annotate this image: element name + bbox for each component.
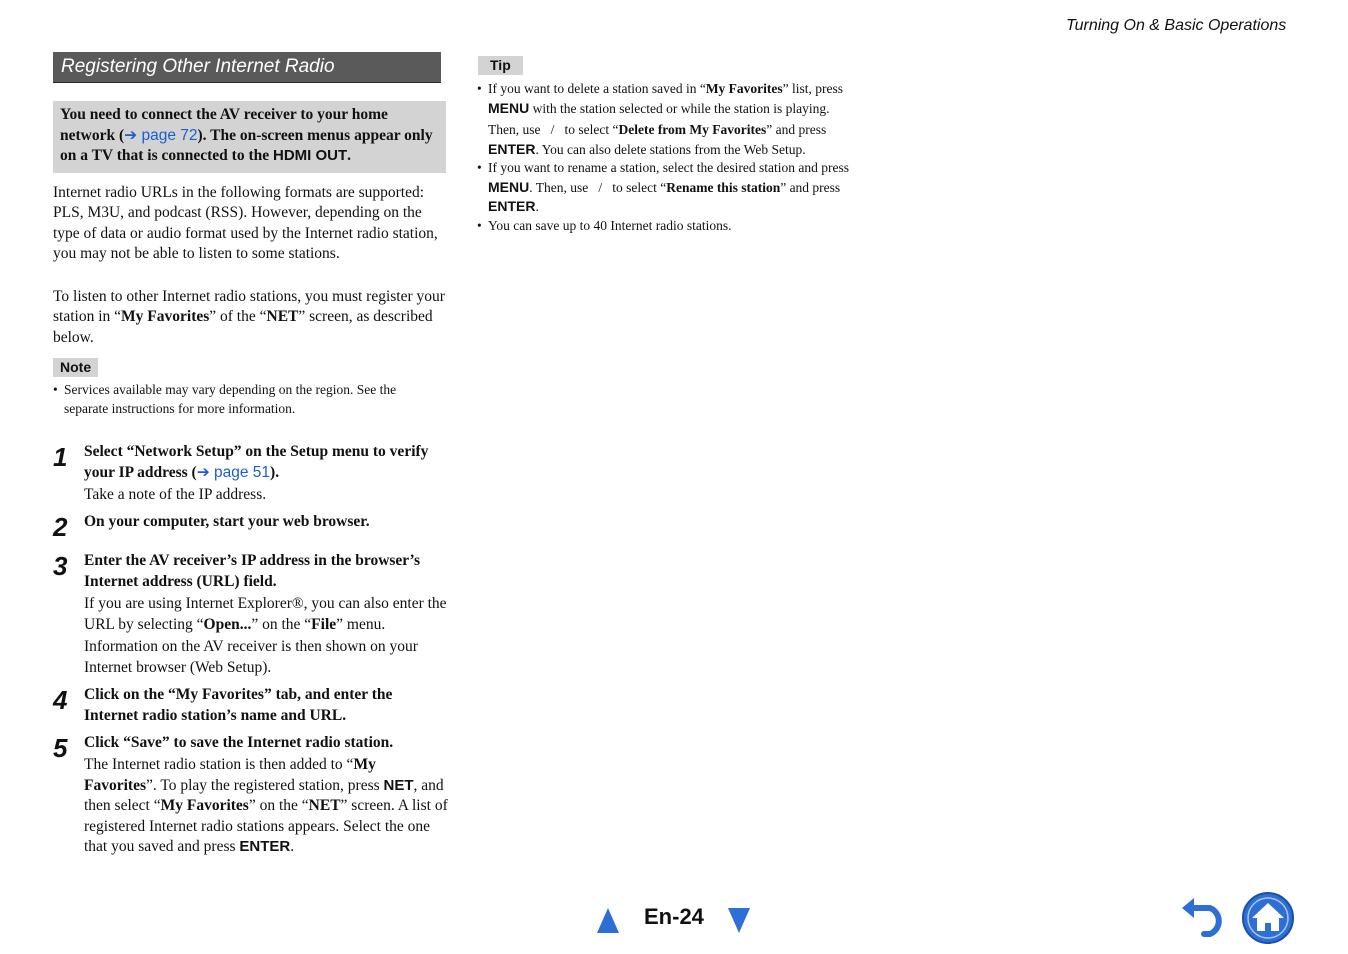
- tip-1-j: . You can also delete stations from the Web Setup.: [535, 141, 806, 157]
- step-5-net-button: NET: [383, 776, 414, 794]
- note-bullet: • Services available may vary depending on the region. See the separate instructions for more information.: [53, 381, 438, 418]
- section-heading: [53, 52, 441, 83]
- tip-bullet-3: • You can save up to 40 Internet radio stations.: [477, 217, 872, 236]
- intro-paragraph-2: [53, 287, 448, 348]
- tip-bullet-1: [477, 80, 872, 159]
- step-5-text-c: ”. To play the registered station, press: [145, 776, 384, 794]
- tip-2-menu-button: MENU: [488, 178, 530, 195]
- page-number: En-24: [644, 904, 704, 929]
- step-3-body-1-c: ” on the “: [251, 615, 312, 633]
- step-5-text-i: ” screen. A list of registered Internet radio stations appears. Select the one that you saved and press: [84, 797, 448, 855]
- section-heading-text: Registering Other Internet Radio: [61, 56, 335, 77]
- notice-text-3: .: [347, 147, 352, 164]
- step-3-body-2: Information on the AV receiver is then shown on your Internet browser (Web Setup).: [84, 638, 418, 676]
- notice-text-2: ). The on-screen menus appear only on a TV that is connected to the: [60, 126, 433, 164]
- arrow-icon: ➔: [124, 126, 138, 144]
- tip-1-menu-button: MENU: [488, 99, 530, 116]
- step-number-2: 2: [53, 512, 68, 542]
- step-3-title: Enter the AV receiver’s IP address in the browser’s Internet address (URL) field.: [84, 552, 421, 590]
- step-number-5: 5: [53, 733, 68, 763]
- intro-p2-text-e: ” screen, as described below.: [53, 308, 433, 346]
- step-5-title: Click “Save” to save the Internet radio station.: [84, 734, 394, 751]
- step-1-body: Take a note of the IP address.: [84, 486, 267, 503]
- step-1-title: [84, 442, 449, 483]
- intro-paragraph-1: Internet radio URLs in the following formats are supported: PLS, M3U, and podcast (RSS). However, depending on the type of data or audio format used by the Internet radio station, you may not be able to listen to some stations.: [53, 184, 438, 262]
- tip-1-h: ” and press: [766, 122, 830, 137]
- step-1-title-text: Select “Network Setup” on the Setup menu to verify your IP address (: [84, 443, 429, 481]
- notice-text: [60, 105, 440, 167]
- page-51-link-label: page 51: [214, 463, 271, 481]
- intro-p2-text-a: To listen to other Internet radio stations, you must register your station in “: [53, 288, 445, 326]
- tip-2-enter-button: ENTER: [488, 198, 536, 214]
- step-3-body-1-a: If you are using Internet Explorer®, you can also enter the URL by selecting “: [84, 595, 447, 633]
- step-3-file-label: File: [311, 615, 337, 633]
- intro-p2-net: NET: [266, 308, 299, 326]
- tip-bullet-2: [477, 159, 872, 217]
- step-5-my-favorites-1: My Favorites: [84, 756, 376, 794]
- step-5-enter-button: ENTER: [239, 838, 291, 855]
- next-page-icon[interactable]: [727, 906, 751, 934]
- page-51-link[interactable]: [197, 464, 270, 481]
- tip-2-e: ” and press: [780, 179, 844, 195]
- step-4-title: Click on the “My Favorites” tab, and enter the Internet radio station’s name and URL.: [84, 686, 393, 724]
- step-5-text-e: , and then select “: [84, 776, 444, 814]
- step-number-1: 1: [53, 442, 68, 472]
- notice-text-1: You need to connect the AV receiver to your home network (: [60, 106, 388, 144]
- note-list: [53, 381, 438, 418]
- intro-p2-text-c: ” of the “: [209, 308, 267, 326]
- tip-1-a: If you want to delete a station saved in “: [488, 81, 706, 96]
- tip-1-delete-label: Delete from My Favorites: [618, 122, 767, 137]
- tip-list: [477, 80, 872, 235]
- page-72-link-label: page 72: [141, 126, 198, 144]
- step-5-text-k: .: [290, 838, 295, 855]
- tip-2-g: .: [535, 199, 539, 214]
- tip-2-rename-label: Rename this station: [666, 179, 781, 195]
- tip-2-a: If you want to rename a station, select the desired station and press: [488, 160, 853, 175]
- home-icon[interactable]: [1241, 891, 1295, 945]
- step-5-text-a: The Internet radio station is then added to “: [84, 756, 354, 773]
- step-5-net-screen: NET: [308, 797, 341, 814]
- note-label: Note: [53, 358, 98, 377]
- hdmi-out-label: HDMI OUT: [273, 147, 348, 164]
- tip-1-e: with the station selected or while the station is playing.: [529, 100, 830, 116]
- step-3-open-label: Open...: [203, 615, 252, 633]
- tip-bullet-1-continued: [488, 121, 872, 159]
- tip-1-enter-button: ENTER: [488, 140, 536, 157]
- step-5-text-g: ” on the “: [248, 797, 309, 814]
- step-number-4: 4: [53, 685, 68, 715]
- back-arrow-icon[interactable]: [1180, 896, 1230, 938]
- step-3-body-1: [84, 594, 449, 635]
- tip-1-my-favorites: My Favorites: [705, 81, 783, 96]
- step-number-3: 3: [53, 551, 68, 581]
- page-72-link[interactable]: [124, 127, 197, 144]
- tip-1-c: ” list, press: [782, 81, 844, 96]
- step-2-title: On your computer, start your web browser.: [84, 513, 370, 530]
- notice-box: [53, 101, 446, 173]
- step-5-my-favorites-2: My Favorites: [160, 797, 249, 814]
- step-1-title-end: ).: [270, 463, 280, 481]
- intro-p2-my-favorites: My Favorites: [121, 308, 210, 326]
- header-section-title: Turning On & Basic Operations: [1066, 17, 1287, 34]
- tip-label: Tip: [478, 56, 523, 75]
- tip-1-f: Then, use / to select “: [488, 122, 619, 137]
- step-5-body: [84, 755, 449, 858]
- previous-page-icon[interactable]: [596, 906, 620, 934]
- tip-2-c: . Then, use / to select “: [529, 179, 667, 195]
- arrow-icon: ➔: [196, 463, 210, 481]
- step-3-body-1-e: ” menu.: [336, 615, 386, 633]
